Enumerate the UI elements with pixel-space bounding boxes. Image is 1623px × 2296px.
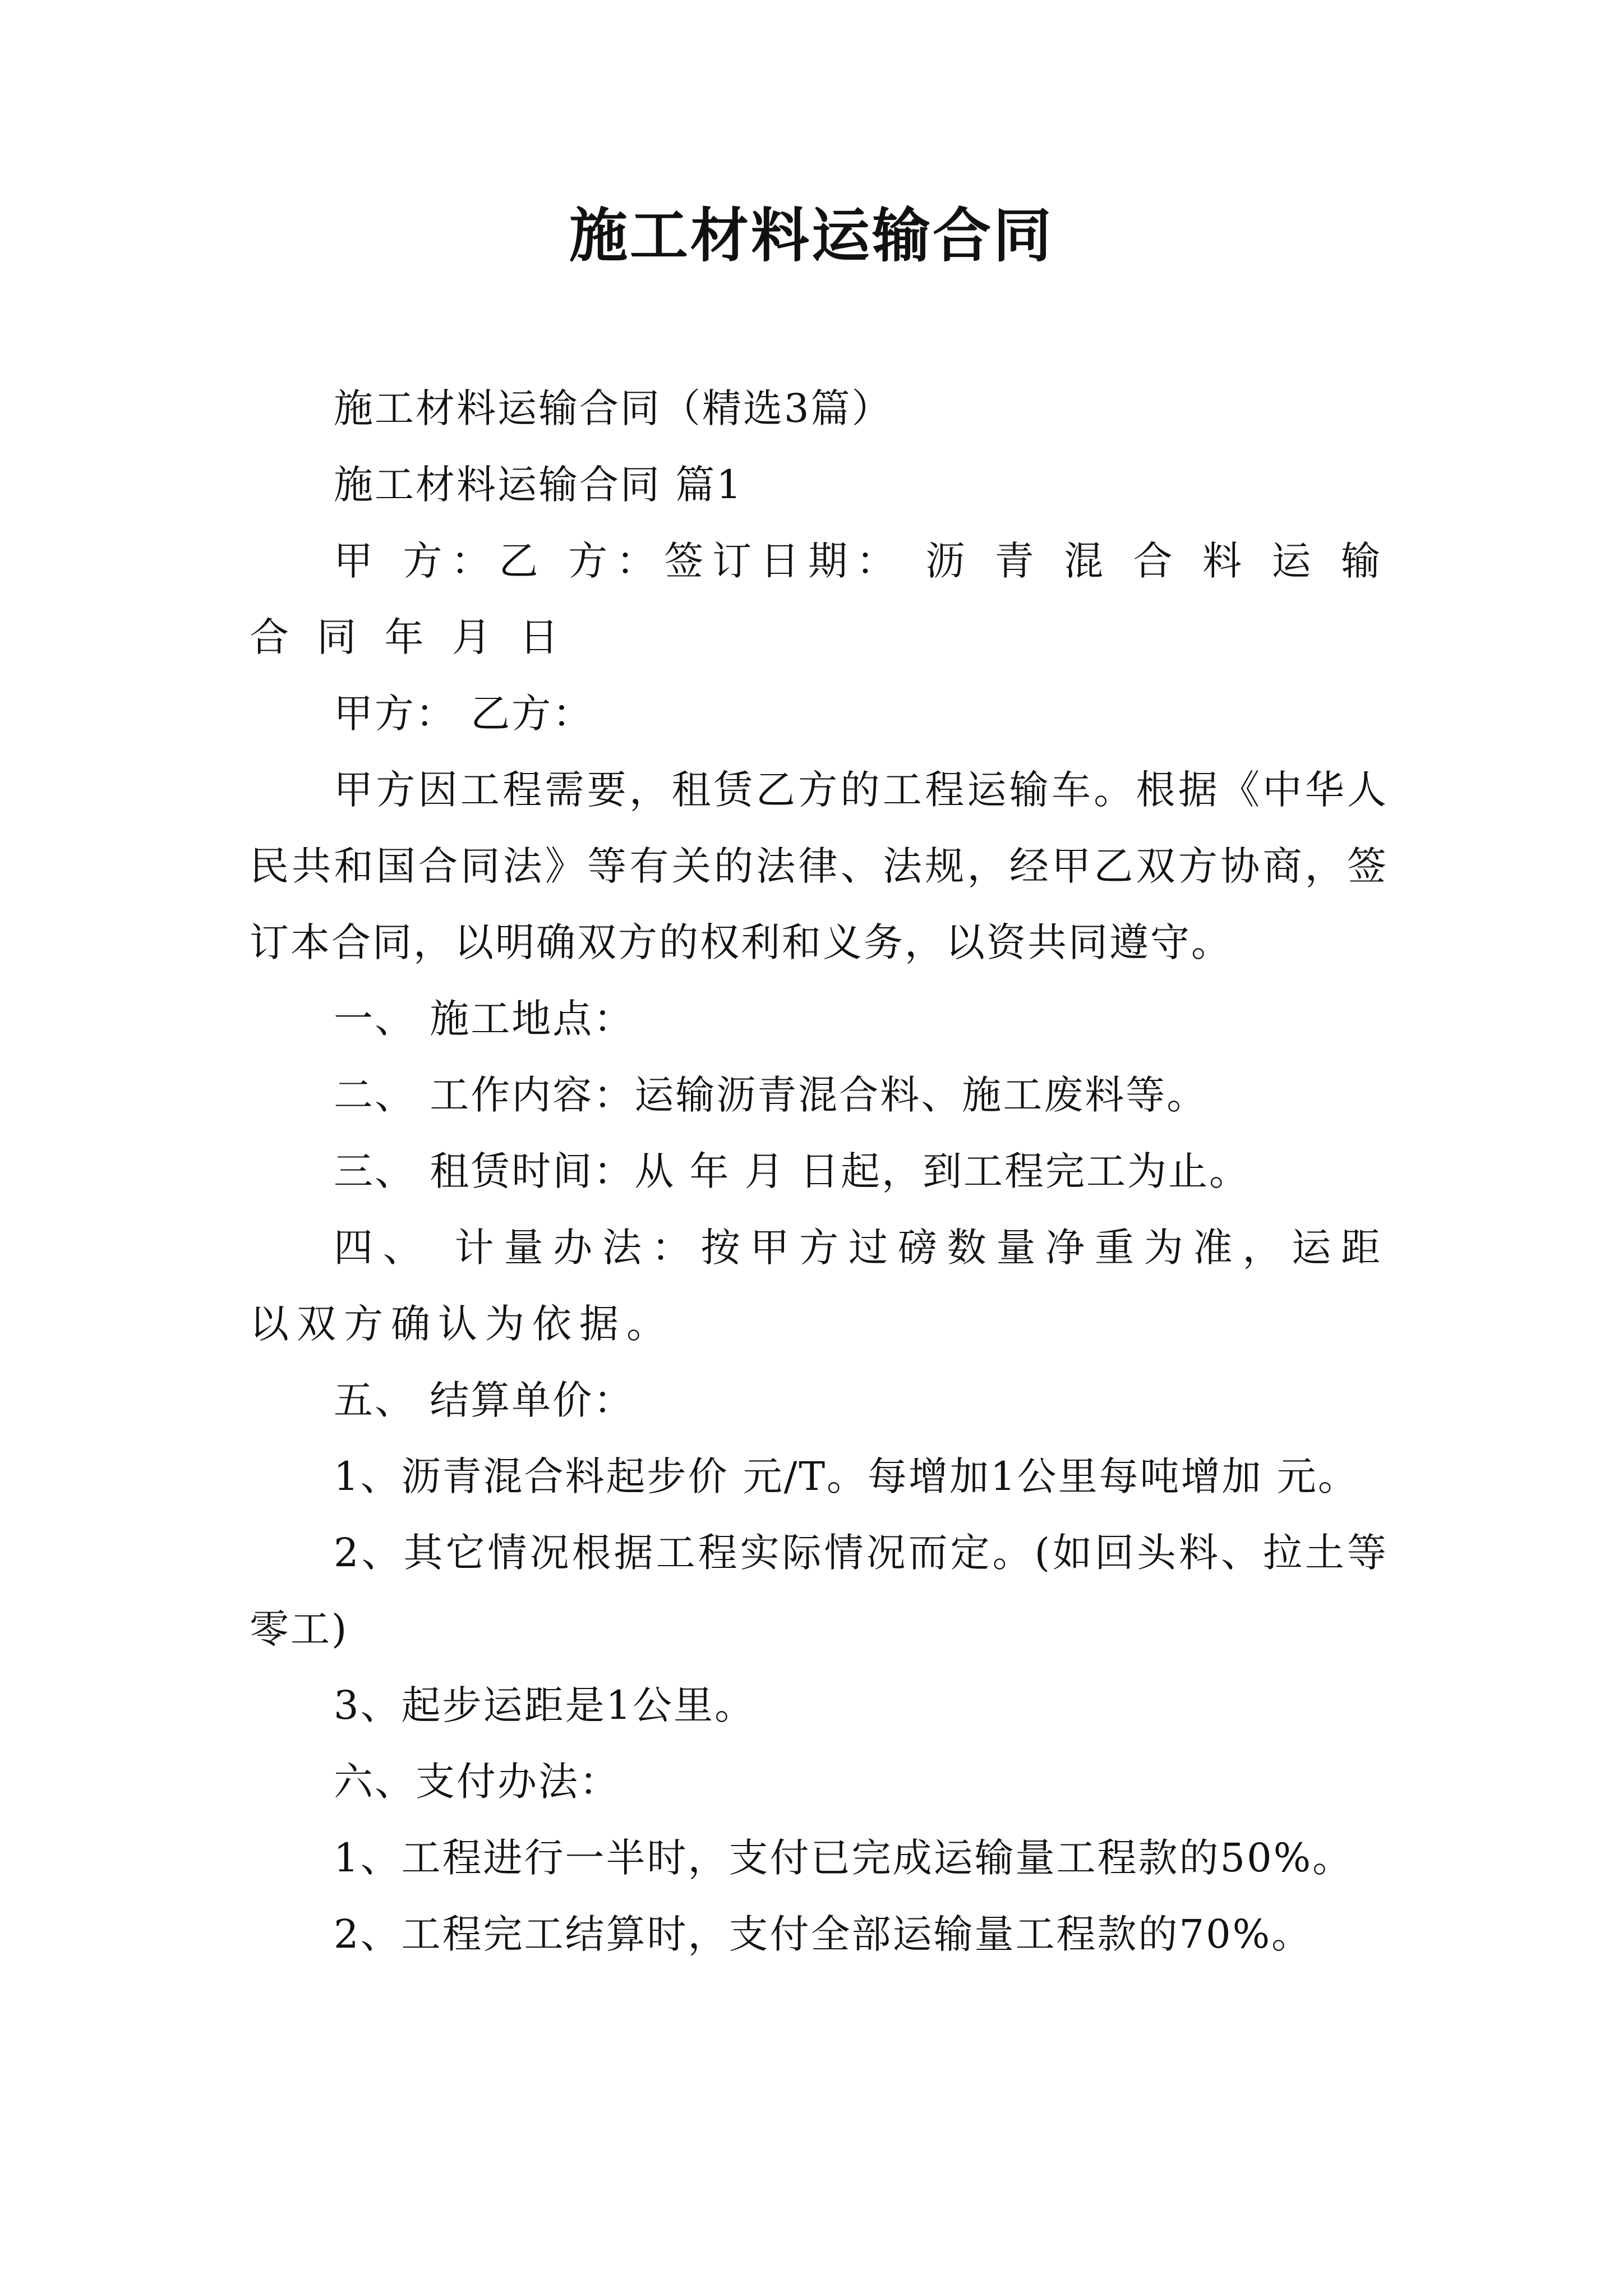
paragraph-subtitle: 施工材料运输合同（精选3篇） <box>334 385 893 431</box>
clause-1-location: 一、 施工地点： <box>334 996 635 1042</box>
paragraph-parties: 甲方： 乙方： <box>334 691 594 737</box>
paragraph-parties-date: 甲 方：乙 方：签订日期： 沥 青 混 合 料 运 输 合 同 年 月 日 <box>250 538 1388 660</box>
clause-5-unit-price: 五、 结算单价： <box>334 1377 635 1423</box>
clause-6-item-1: 1、工程进行一半时，支付已完成运输量工程款的50%。 <box>334 1835 1354 1881</box>
clause-3-lease-time: 三、 租赁时间：从 年 月 日起，到工程完工为止。 <box>334 1148 1251 1194</box>
clause-5-item-1: 1、沥青混合料起步价 元/T。每增加1公里每吨增加 元。 <box>334 1453 1359 1499</box>
paragraph-preamble: 甲方因工程需要，租赁乙方的工程运输车。根据《中华人民共和国合同法》等有关的法律、法规，经甲乙双方协商，签订本合同，以明确双方的权利和义务，以资共同遵守。 <box>250 767 1388 965</box>
clause-4-measurement: 四、 计量办法：按甲方过磅数量净重为准，运距以双方确认为依据。 <box>250 1225 1388 1347</box>
clause-5-item-2: 2、其它情况根据工程实际情况而定。(如回头料、拉土等零工) <box>250 1530 1388 1652</box>
document-body <box>250 370 1388 1972</box>
clause-6-item-2: 2、工程完工结算时，支付全部运输量工程款的70%。 <box>334 1911 1313 1957</box>
clause-6-payment: 六、支付办法： <box>334 1759 620 1805</box>
paragraph-section-heading: 施工材料运输合同 篇1 <box>334 462 743 508</box>
document-title: 施工材料运输合同 <box>569 201 1054 270</box>
clause-5-item-3: 3、起步运距是1公里。 <box>334 1682 756 1728</box>
clause-2-work-content: 二、 工作内容：运输沥青混合料、施工废料等。 <box>334 1072 1208 1118</box>
